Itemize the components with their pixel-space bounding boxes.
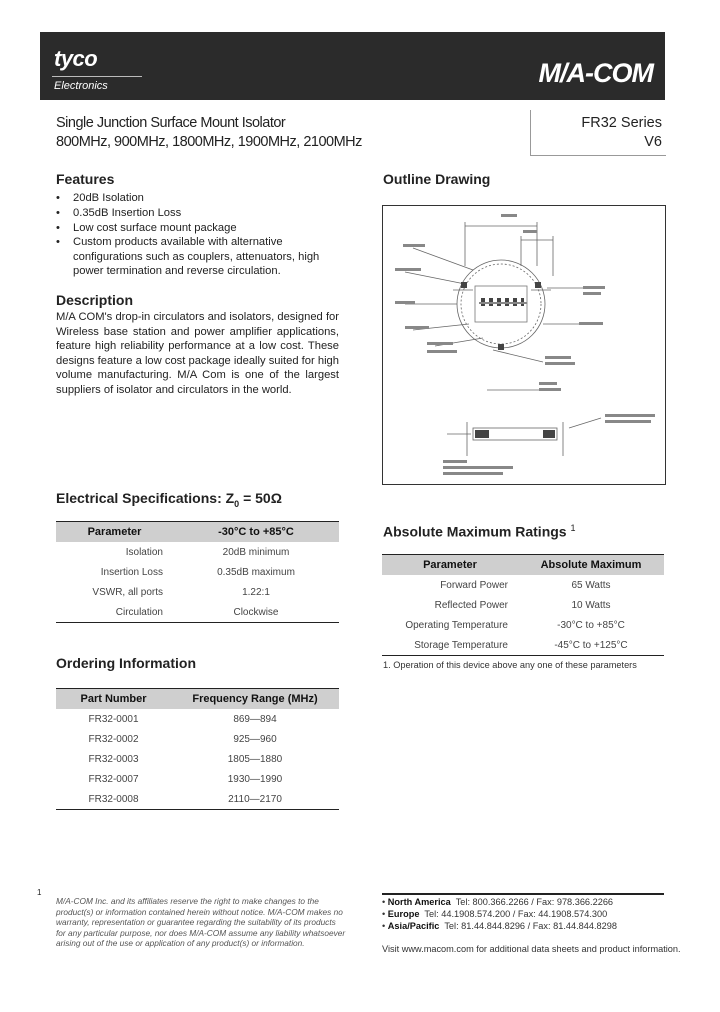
table-row: Operating Temperature -30°C to +85°C — [405, 619, 625, 631]
table-row: FR32-0007 1930—1990 — [88, 773, 283, 785]
table-row: FR32-0008 2110—2170 — [56, 789, 339, 810]
feature-item: • 20dB Isolation — [56, 192, 144, 204]
series-label: FR32 Series — [581, 115, 662, 131]
table-row: FR32-0003 1805—1880 — [88, 753, 283, 765]
divider — [382, 893, 664, 895]
column-header: Absolute Maximum — [518, 555, 664, 576]
table-row: VSWR, all ports 1.22:1 — [92, 586, 270, 598]
electrical-spec-table — [56, 521, 339, 623]
series-box — [530, 110, 666, 156]
footnote: 1. Operation of this device above any one of these parameters — [383, 660, 637, 670]
visit-website-text: Visit www.macom.com for additional data sheets and product information. — [382, 944, 681, 954]
column-header: Frequency Range (MHz) — [171, 689, 339, 710]
bullet: • — [56, 236, 60, 248]
header-bar — [40, 32, 665, 100]
page-number: 1 — [37, 888, 42, 897]
description-text: M/A COM's drop-in circulators and isolators, designed for Wireless base station and power amplifier applications, feature high reliability performance at a low cost. These designs feature a low cost package ideally suited for high volume manufacturing. M/A Com is one of the largest suppliers of isolator and circulators in the world. — [56, 311, 339, 396]
ordering-title: Ordering Information — [56, 655, 196, 671]
table-row: Circulation Clockwise — [56, 602, 339, 623]
table-row: FR32-0002 925—960 — [88, 733, 277, 745]
macom-logo: M/A-COM — [538, 58, 653, 88]
product-title-line1: Single Junction Surface Mount Isolator — [56, 115, 286, 131]
table-row: Storage Temperature -45°C to +125°C — [382, 635, 664, 656]
table-row: FR32-0001 869—894 — [88, 713, 277, 725]
version-label: V6 — [644, 134, 662, 150]
column-header: Parameter — [382, 555, 518, 576]
description-title: Description — [56, 292, 134, 308]
absolute-ratings-table — [382, 554, 664, 656]
tyco-logo: tyco — [54, 46, 98, 71]
outline-drawing-svg — [383, 206, 665, 484]
table-row: Insertion Loss 0.35dB maximum — [100, 566, 295, 578]
table-row: Reflected Power 10 Watts — [434, 599, 611, 611]
electrical-title: Electrical Specifications: $Z_0 = 50\Omega$ — [56, 490, 282, 509]
feature-item: • Custom products available with alternative configurations such as couplers, attenuators, high power termination and reverse circulation. — [56, 236, 320, 277]
contact-north-america: • North America Tel: 800.366.2266 / Fax: 978.366.2266 — [382, 897, 614, 907]
contact-asia-pacific: • Asia/Pacific Tel: 81.44.844.8296 / Fax: 81.44.844.8298 — [382, 921, 617, 931]
outline-drawing — [382, 205, 666, 485]
column-header: -30°C to +85°C — [173, 522, 339, 543]
features-title: Features — [56, 171, 115, 187]
disclaimer-text: M/A-COM Inc. and its affiliates reserve the right to make changes to the product(s) or information contained herein without notice. M/A-COM makes no warranty, representation or guarantee regarding the suitability of its products for any particular purpose, nor does M/A-COM assume any liability whatsoever arising out of the use or application of any product(s) or information. — [56, 896, 346, 949]
table-row: Forward Power 65 Watts — [440, 579, 611, 591]
outline-title: Outline Drawing — [383, 171, 491, 187]
column-header: Part Number — [56, 689, 171, 710]
tyco-subtitle: Electronics — [54, 80, 108, 92]
feature-item: • 0.35dB Insertion Loss — [56, 207, 182, 219]
feature-item: • Low cost surface mount package — [56, 222, 237, 234]
ordering-table — [56, 688, 339, 810]
bullet: • — [56, 222, 60, 234]
contact-europe: • Europe Tel: 44.1908.574.200 / Fax: 44.1908.574.300 — [382, 909, 608, 919]
bullet: • — [56, 207, 60, 219]
table-row: Isolation 20dB minimum — [125, 546, 290, 558]
divider — [52, 76, 142, 77]
absolute-ratings-title: Absolute Maximum Ratings $^1$ — [383, 523, 576, 540]
bullet: • — [56, 192, 60, 204]
product-title-line2: 800MHz, 900MHz, 1800MHz, 1900MHz, 2100MHz — [56, 134, 362, 150]
column-header: Parameter — [56, 522, 173, 543]
